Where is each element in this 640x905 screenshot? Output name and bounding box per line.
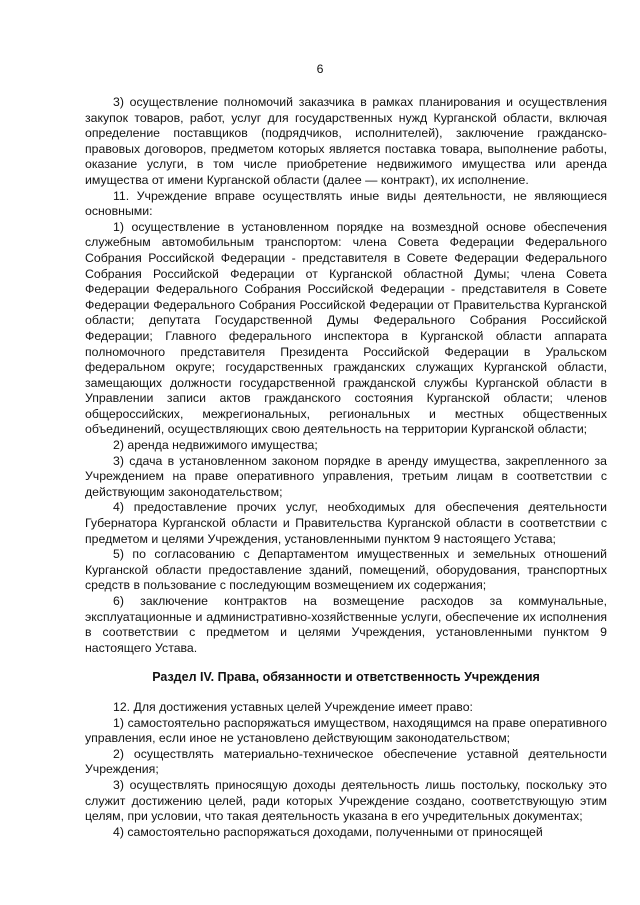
- paragraph: 1) самостоятельно распоряжаться имуществом, находящимся на праве оперативного управления, если иное не установлено действующим законодательством;: [85, 715, 607, 746]
- page-number: 6: [316, 62, 324, 76]
- paragraph: 3) сдача в установленном законом порядке в аренду имущества, закрепленного за Учреждением на праве оперативного управления, третьим лицам в соответствии с действующим законодательством;: [85, 453, 607, 499]
- paragraph: 3) осуществление полномочий заказчика в рамках планирования и осуществления закупок товаров, работ, услуг для государственных нужд Курганской области, включая определение поставщиков (подрядчиков, исполнителей), заключение гражданско-правовых договоров, предметом которых является поставка товара, выполнение работы, оказание услуги, в том числе приобретение недвижимого имущества или аренда имущества от имени Курганской области (далее — контракт), их исполнение.: [85, 95, 607, 187]
- paragraph: 11. Учреждение вправе осуществлять иные виды деятельности, не являющиеся основными:: [85, 188, 607, 219]
- paragraph: 1) осуществление в установленном порядке на возмездной основе обеспечения служебным автомобильным транспортом: члена Совета Федерации Федерального Собрания Российской Федерации - представителя в Совете Федерации Федерального Собрания Российской Федерации от Курганской областной Думы; члена Совета Федерации Федерального Собрания Российской Федерации - представителя в Совете Федерации Федерального Собрания Российской Федерации от Правительства Курганской области; депутата Государственной Думы Федерального Собрания Российской Федерации; Главного федерального инспектора в Курганской области аппарата полномочного представителя Президента Российской Федерации в Уральском федеральном округе; государственных гражданских служащих Курганской области, замещающих должности государственной гражданской службы Курганской области в Управлении записи актов гражданского состояния Курганской области; членов общероссийских, межрегиональных, региональных и местных общественных объединений, осуществляющих свою деятельность на территории Курганской области;: [85, 219, 607, 437]
- paragraph: 2) осуществлять материально-техническое обеспечение уставной деятельности Учреждения;: [85, 746, 607, 777]
- paragraph: 6) заключение контрактов на возмещение расходов за коммунальные, эксплуатационные и административно-хозяйственные услуги, обеспечение их исполнения в соответствии с предметом и целями Учреждения, установленными пунктом 9 настоящего Устава.: [85, 594, 607, 655]
- paragraph: 12. Для достижения уставных целей Учреждение имеет право:: [113, 699, 473, 714]
- paragraph: 3) осуществлять приносящую доходы деятельность лишь постольку, поскольку это служит достижению целей, ради которых Учреждение создано, соответствующую этим целям, при условии, что такая деятельность указана в его учредительных документах;: [85, 777, 607, 824]
- paragraph: 4) предоставление прочих услуг, необходимых для обеспечения деятельности Губернатора Курганской области и Правительства Курганской области в соответствии с предметом и целями Учреждения, установленными пунктом 9 настоящего Устава;: [85, 500, 607, 546]
- paragraph: 5) по согласованию с Департаментом имущественных и земельных отношений Курганской области предоставление зданий, помещений, оборудования, транспортных средств в пользование с последующим возмещением их содержания;: [85, 547, 607, 593]
- paragraph: 2) аренда недвижимого имущества;: [113, 438, 318, 453]
- paragraph: 4) самостоятельно распоряжаться доходами, полученными от приносящей: [113, 824, 543, 839]
- document-body: [85, 95, 607, 840]
- section-heading: Раздел IV. Права, обязанности и ответственность Учреждения: [152, 670, 540, 685]
